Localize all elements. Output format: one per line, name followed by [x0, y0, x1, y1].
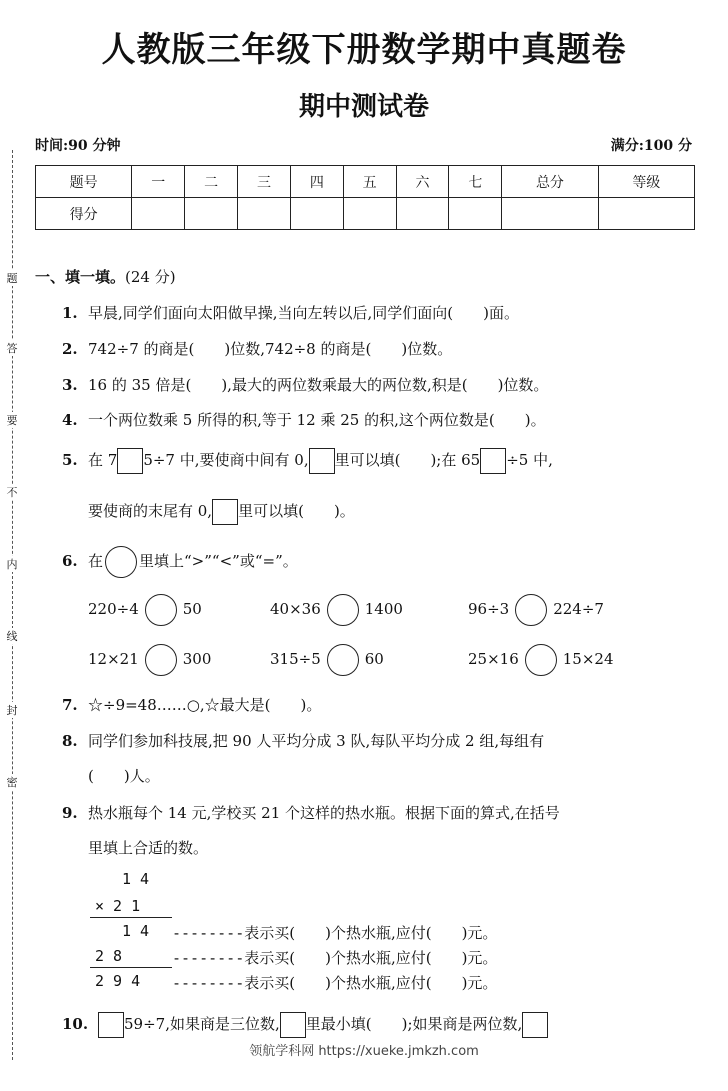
- margin-char: 不: [6, 486, 18, 499]
- score-cell[interactable]: [502, 198, 598, 230]
- answer-box[interactable]: [522, 1012, 548, 1038]
- compare-left: 96÷3: [468, 600, 510, 618]
- compare-circle[interactable]: [145, 644, 177, 676]
- table-header-cell: 一: [132, 166, 185, 198]
- compare-right: 1400: [364, 600, 403, 618]
- compare-circle[interactable]: [327, 594, 359, 626]
- question-text: 里填上“>”“<”或“=”。: [139, 552, 298, 570]
- compare-circle[interactable]: [525, 644, 557, 676]
- question-number: 9.: [62, 804, 78, 822]
- compare-right: 60: [364, 650, 384, 668]
- answer-box[interactable]: [280, 1012, 306, 1038]
- vertical-multiplication-row: 2 9 4: [95, 972, 141, 990]
- question-text: 在: [88, 552, 104, 570]
- vertical-multiplication-row: 1 4: [122, 870, 150, 888]
- note-text: 表示买( )个热水瓶,应付( )元。: [244, 949, 498, 967]
- answer-box[interactable]: [98, 1012, 124, 1038]
- circle-icon: [105, 546, 137, 578]
- question-number: 6.: [62, 552, 78, 570]
- question-number: 7.: [62, 696, 78, 714]
- answer-box[interactable]: [309, 448, 335, 474]
- calculation-note: [172, 922, 497, 943]
- dashes: --------: [172, 949, 245, 967]
- margin-char: 题: [6, 272, 18, 285]
- score-cell[interactable]: [185, 198, 238, 230]
- score-cell[interactable]: [449, 198, 502, 230]
- compare-item: [270, 644, 384, 676]
- question-text: 里可以填( );在 65: [334, 451, 481, 469]
- question-text: 16 的 35 倍是( ),最大的两位数乘最大的两位数,积是( )位数。: [88, 376, 549, 394]
- answer-box[interactable]: [117, 448, 143, 474]
- footer-watermark: 领航学科网 https://xueke.jmkzh.com: [249, 1044, 479, 1059]
- question-9: [62, 802, 560, 823]
- calculation-line: [90, 967, 172, 968]
- score-row-label: 得分: [36, 198, 132, 230]
- note-text: 表示买( )个热水瓶,应付( )元。: [244, 924, 498, 942]
- question-9-line-2: 里填上合适的数。: [88, 839, 209, 857]
- question-8-line-2: ( )人。: [88, 767, 160, 785]
- question-text: ÷5 中,: [506, 451, 553, 469]
- margin-char: 答: [6, 342, 18, 355]
- score-cell[interactable]: [290, 198, 343, 230]
- answer-box[interactable]: [480, 448, 506, 474]
- margin-char: 封: [6, 704, 18, 717]
- question-text: 一个两位数乘 5 所得的积,等于 12 乘 25 的积,这个两位数是( )。: [88, 411, 546, 429]
- compare-right: 224÷7: [553, 600, 604, 618]
- score-cell[interactable]: [396, 198, 449, 230]
- vertical-multiplication-row: 2 8: [95, 947, 123, 965]
- compare-right: 50: [182, 600, 202, 618]
- compare-right: 300: [182, 650, 212, 668]
- dashes: --------: [172, 974, 245, 992]
- sub-title: 期中测试卷: [298, 92, 429, 122]
- compare-right: 15×24: [562, 650, 614, 668]
- question-text: 要使商的末尾有 0,: [88, 502, 213, 520]
- table-header-cell: 四: [290, 166, 343, 198]
- margin-char: 线: [6, 630, 18, 643]
- compare-circle[interactable]: [327, 644, 359, 676]
- compare-left: 315÷5: [270, 650, 321, 668]
- table-header-cell: 六: [396, 166, 449, 198]
- compare-item: [88, 594, 202, 626]
- compare-item: [270, 594, 403, 626]
- question-3: [62, 374, 548, 395]
- exam-time: 时间:90 分钟: [35, 138, 121, 154]
- question-10: [62, 1012, 548, 1038]
- table-header-cell: 等级: [598, 166, 694, 198]
- note-text: 表示买( )个热水瓶,应付( )元。: [244, 974, 498, 992]
- calculation-line: [90, 917, 172, 918]
- question-number: 3.: [62, 376, 78, 394]
- table-header-cell: 五: [343, 166, 396, 198]
- question-7: [62, 694, 321, 715]
- score-cell[interactable]: [132, 198, 185, 230]
- question-text: 742÷7 的商是( )位数,742÷8 的商是( )位数。: [88, 340, 453, 358]
- question-text: 热水瓶每个 14 元,学校买 21 个这样的热水瓶。根据下面的算式,在括号: [88, 804, 560, 822]
- question-number: 5.: [62, 451, 78, 469]
- vertical-multiplication-row: × 2 1: [95, 897, 141, 915]
- question-2: [62, 338, 452, 359]
- question-4: [62, 409, 546, 430]
- compare-item: [468, 594, 604, 626]
- answer-box[interactable]: [212, 499, 238, 525]
- question-5: [62, 448, 553, 474]
- question-5-line-2: [88, 499, 355, 525]
- dashes: --------: [172, 924, 245, 942]
- margin-char: 密: [6, 776, 18, 789]
- compare-left: 25×16: [468, 650, 519, 668]
- section-title: 一、填一填。: [35, 268, 126, 286]
- score-table: [35, 165, 695, 230]
- compare-left: 40×36: [270, 600, 321, 618]
- compare-circle[interactable]: [515, 594, 547, 626]
- question-number: 10.: [62, 1015, 89, 1033]
- table-header-cell: 总分: [502, 166, 598, 198]
- question-text: 在 7: [88, 451, 118, 469]
- score-cell[interactable]: [238, 198, 291, 230]
- question-text: 里最小填( );如果商是两位数,: [305, 1015, 523, 1033]
- calculation-note: [172, 972, 497, 993]
- question-text: 早晨,同学们面向太阳做早操,当向左转以后,同学们面向( )面。: [88, 304, 520, 322]
- compare-left: 220÷4: [88, 600, 139, 618]
- score-table-header-row: [36, 166, 695, 198]
- question-text: 同学们参加科技展,把 90 人平均分成 3 队,每队平均分成 2 组,每组有: [88, 732, 545, 750]
- compare-item: [88, 644, 211, 676]
- score-table-score-row: [36, 198, 695, 230]
- question-8: [62, 730, 544, 751]
- vertical-multiplication-row: 1 4: [122, 922, 150, 940]
- margin-char: 要: [6, 414, 18, 427]
- table-header-cell: 二: [185, 166, 238, 198]
- question-text: 59÷7,如果商是三位数,: [124, 1015, 280, 1033]
- score-cell[interactable]: [343, 198, 396, 230]
- section-points: (24 分): [125, 268, 176, 286]
- question-text: 5÷7 中,要使商中间有 0,: [143, 451, 309, 469]
- question-text: 里可以填( )。: [238, 502, 355, 520]
- margin-char: 内: [6, 558, 18, 571]
- question-number: 8.: [62, 732, 78, 750]
- calculation-note: [172, 947, 497, 968]
- question-text: ☆÷9=48……○,☆最大是( )。: [88, 696, 322, 714]
- question-number: 2.: [62, 340, 78, 358]
- main-title: 人教版三年级下册数学期中真题卷: [101, 30, 627, 70]
- table-header-cell: 七: [449, 166, 502, 198]
- full-score: 满分:100 分: [610, 138, 692, 154]
- table-header-cell: 题号: [36, 166, 132, 198]
- compare-left: 12×21: [88, 650, 139, 668]
- compare-item: [468, 644, 614, 676]
- question-6: [62, 546, 298, 578]
- section-heading: [35, 266, 176, 287]
- table-header-cell: 三: [238, 166, 291, 198]
- question-1: [62, 302, 519, 323]
- question-number: 4.: [62, 411, 78, 429]
- score-cell[interactable]: [598, 198, 694, 230]
- question-number: 1.: [62, 304, 78, 322]
- compare-circle[interactable]: [145, 594, 177, 626]
- binding-line: [12, 150, 13, 1060]
